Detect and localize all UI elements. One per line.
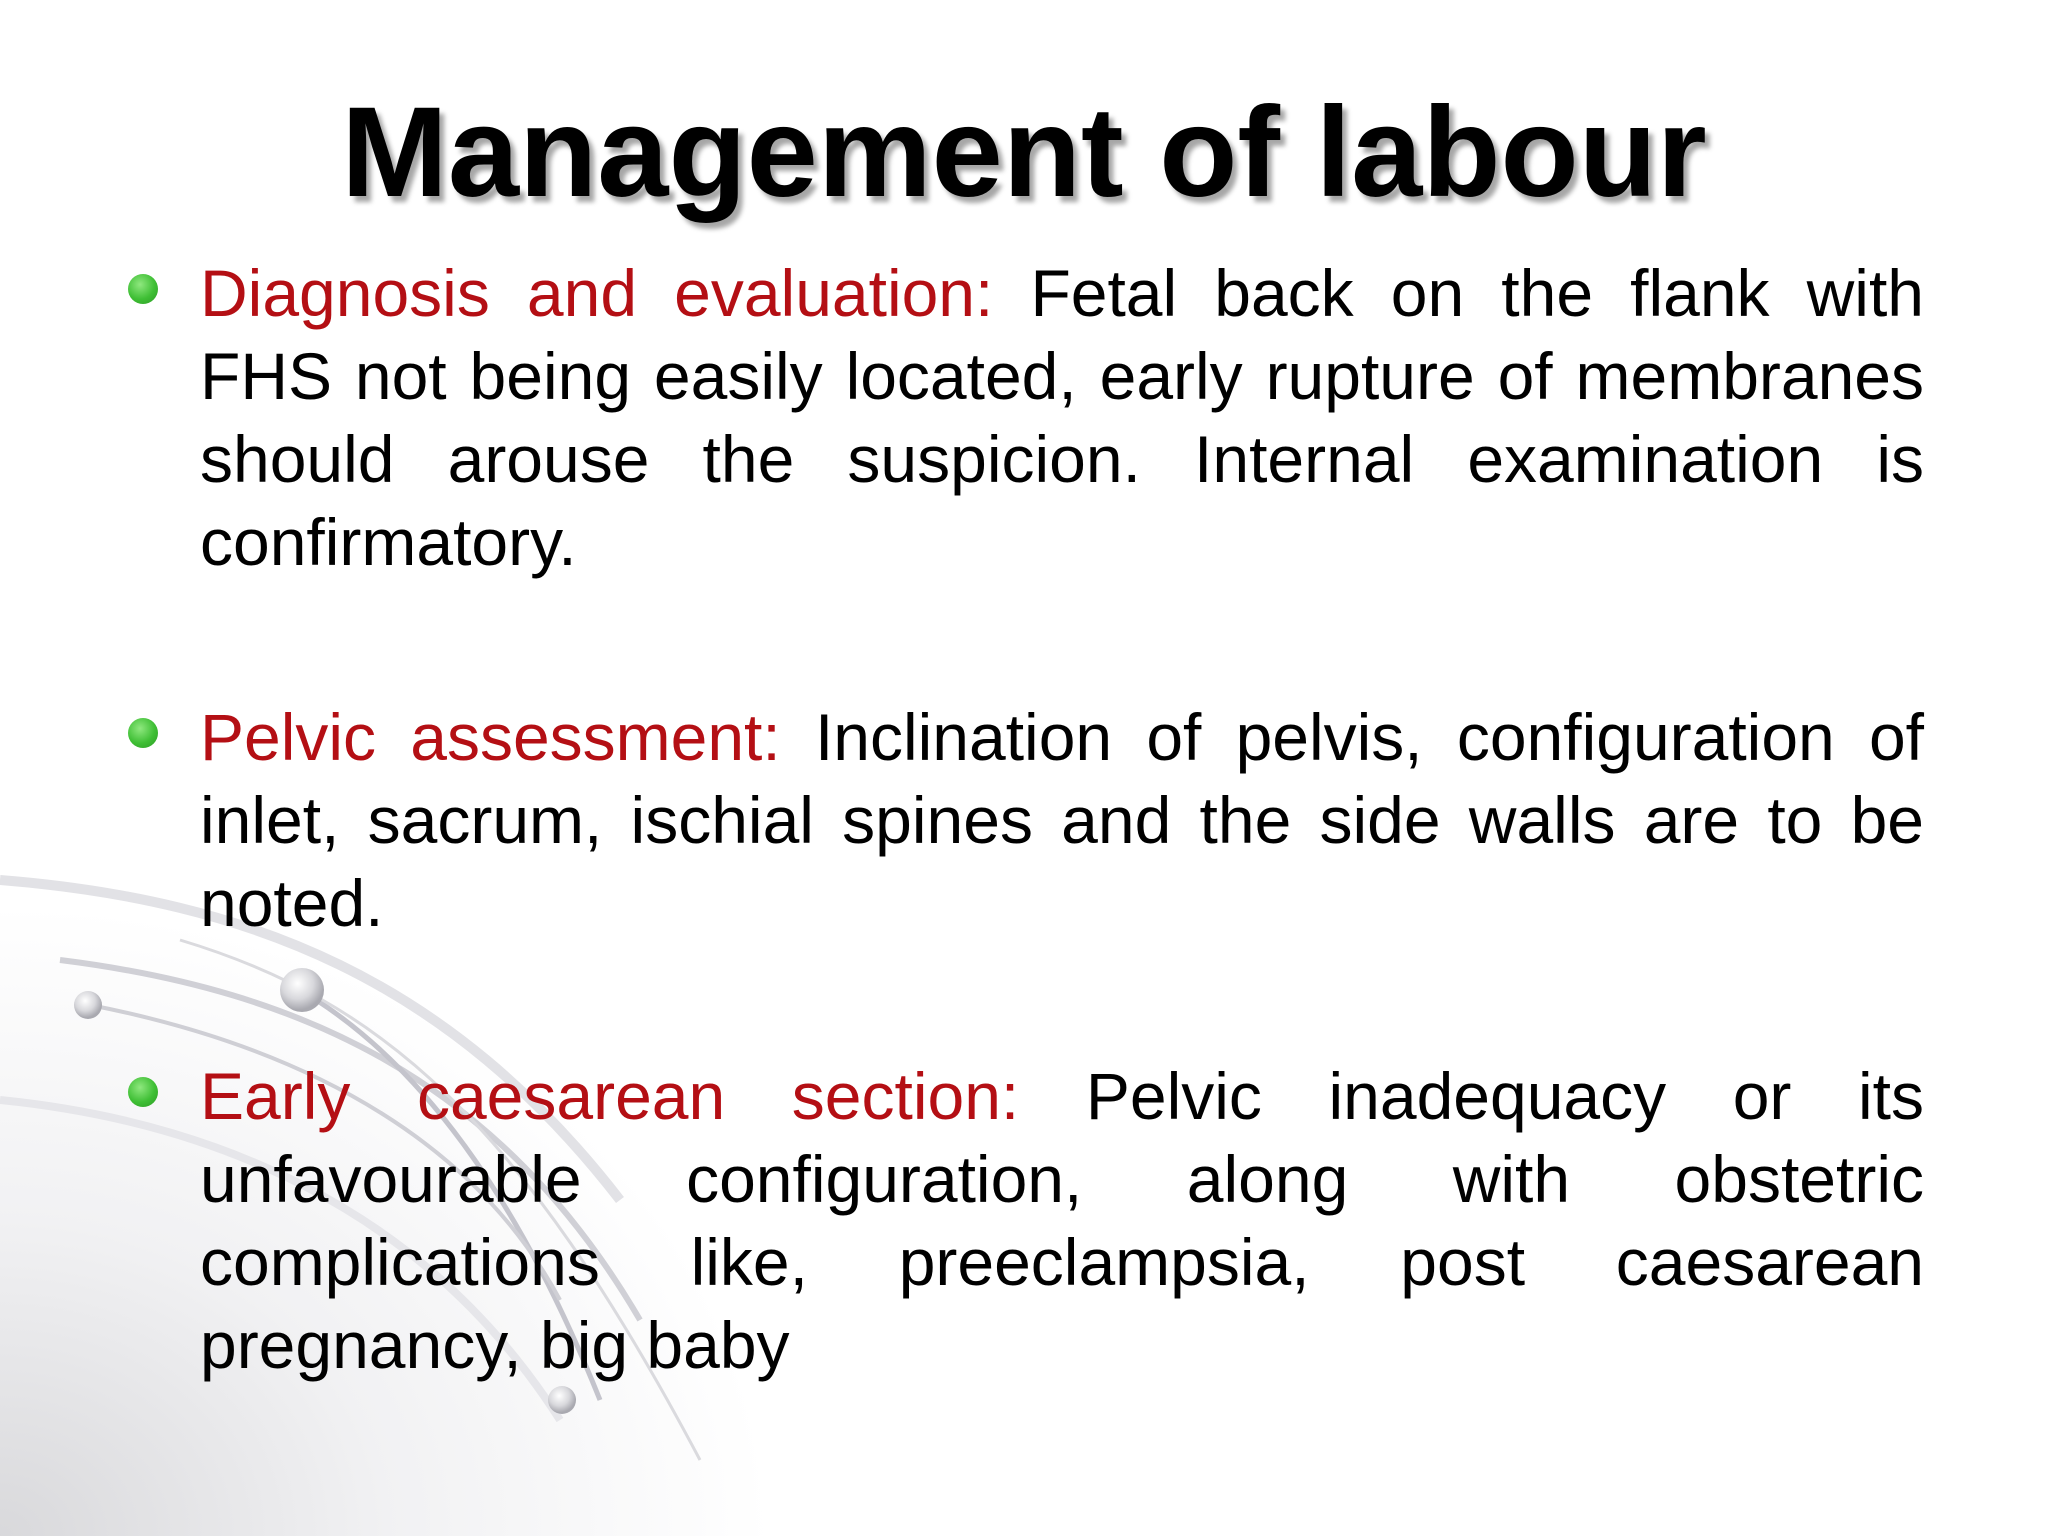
bead-decoration [548, 1386, 576, 1414]
bullet-text: Pelvic inadequacy or its unfavourable configuration, along with obstetric complications like, preeclampsia, post caesarean pregnancy, big baby [200, 1059, 1925, 1382]
bullet-text: Inclination of pelvis, configuration of inlet, sacrum, ischial spines and the side walls are to be noted. [200, 700, 1924, 940]
bullet-item-early-caesarean [200, 1055, 1924, 1387]
bullet-dot-icon [128, 718, 158, 748]
bullet-item-pelvic-assessment [200, 696, 1924, 945]
bullet-heading: Pelvic assessment: [200, 700, 781, 774]
bead-decoration [280, 968, 324, 1012]
bullet-heading: Early caesarean section: [200, 1059, 1020, 1133]
bullet-dot-icon [128, 1077, 158, 1107]
bullet-heading: Diagnosis and evaluation: [200, 256, 994, 330]
bullet-dot-icon [128, 274, 158, 304]
bullet-item-diagnosis [200, 252, 1924, 584]
bullet-text: Fetal back on the flank with FHS not being easily located, early rupture of membranes should arouse the suspicion. Internal examination is confirmatory. [200, 256, 1924, 579]
slide-title: Management of labour [341, 81, 1707, 224]
bead-decoration [74, 991, 102, 1019]
